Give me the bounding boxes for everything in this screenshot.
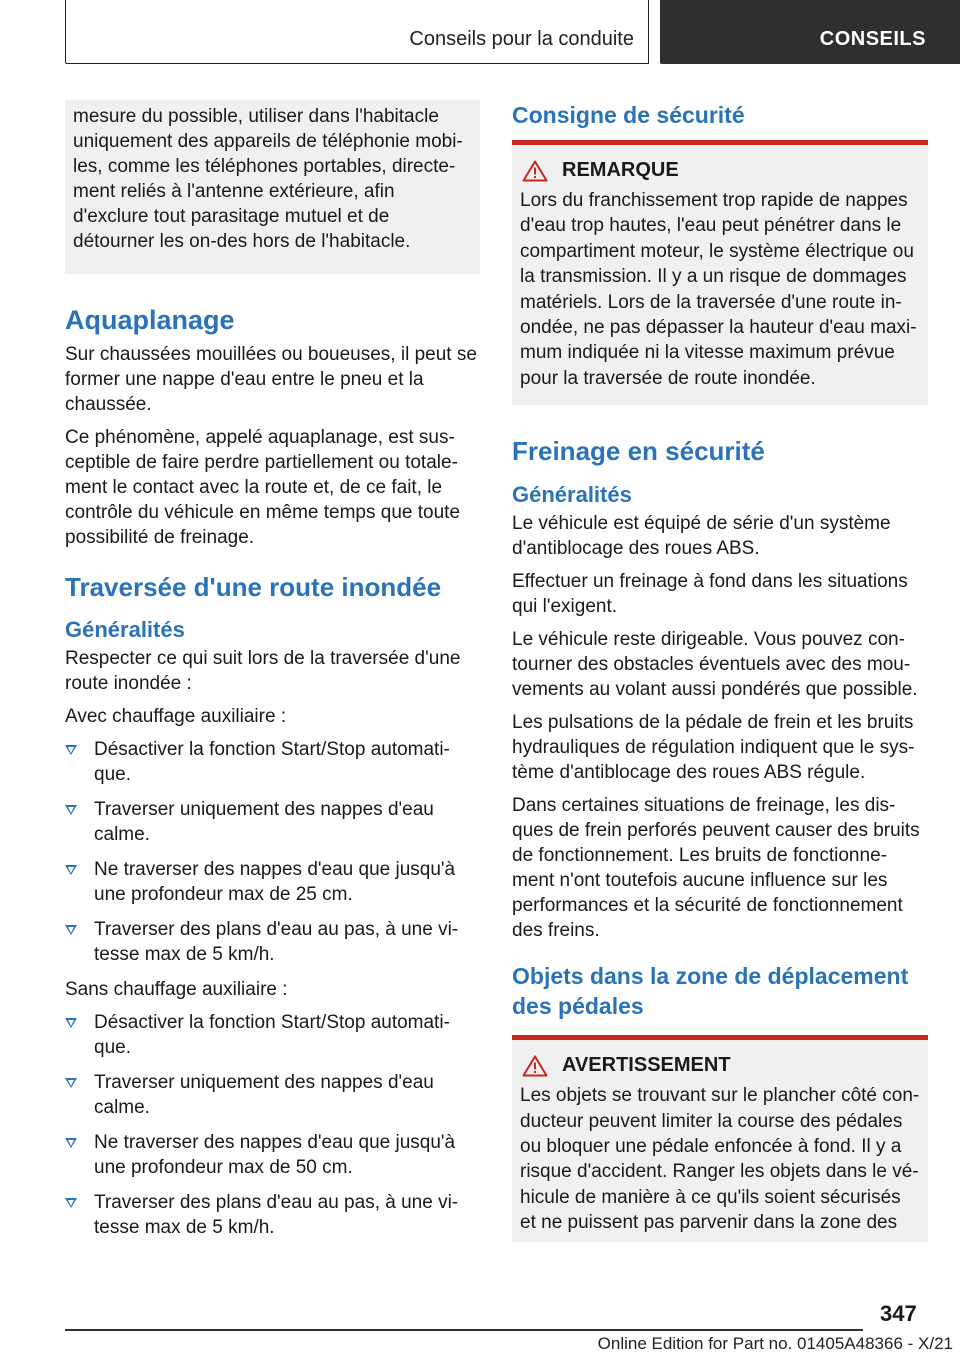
aquaplaning-paragraph-1: Sur chaussées mouillées ou boueuses, il peut se former une nappe d'eau entre le pneu et la chaussée. [65,344,477,415]
intro-note-box [65,100,480,274]
edition-note: Online Edition for Part no. 01405A48366 - X/21 [597,1334,953,1353]
braking-paragraph-5: Dans certaines situations de freinage, les dis‐ques de frein perforés peuvent causer des bruits de fonctionnement. Les bruits de fonctionne‐ment n'ont toutefois aucune influence sur les performances et la sécurité de fonctionnement des freins. [512,795,920,942]
triangle-bullet-icon [65,925,77,935]
flooded-road-heading: Traversée d'une route inondée [65,572,442,602]
safety-notice-heading: Consigne de sécurité [512,102,745,128]
flooded-paragraph: Respecter ce qui suit lors de la traversée d'une route inondée : [65,648,461,694]
remark-box [512,140,928,405]
safe-braking-heading: Freinage en sécurité [512,436,765,467]
list-item: Traverser uniquement des nappes d'eau calme. [65,797,480,847]
list-item: Traverser des plans d'eau au pas, à une vi‐tesse max de 5 km/h. [65,1190,480,1240]
warning-triangle-icon [522,160,548,182]
warning-triangle-icon [522,1055,548,1077]
warning-text: Les objets se trouvant sur le plancher côté con‐ducteur peuvent limiter la course des pédales ou bloquer une pédale enfoncée à fond. Il y a risque d'accident. Ranger les objets dans le vé‐hicule de manière à ce qu'ils soient sécurisés et ne puissent pas parvenir dans la zone des [520,1085,920,1234]
pedal-zone-heading: Objets dans la zone de déplacement des pédales [512,963,909,1020]
chapter-tab [660,0,960,64]
triangle-bullet-icon [65,805,77,815]
aquaplaning-heading: Aquaplanage [65,305,235,335]
warning-label: AVERTISSEMENT [562,1054,731,1077]
without-heater-list [65,1010,480,1240]
list-item: Traverser uniquement des nappes d'eau calme. [65,1070,480,1120]
remark-label: REMARQUE [562,159,679,181]
triangle-bullet-icon [65,865,77,875]
footer-divider [65,1329,863,1331]
triangle-bullet-icon [65,1198,77,1208]
braking-general-heading: Généralités [512,482,632,508]
triangle-bullet-icon [65,1138,77,1148]
braking-paragraph-3: Le véhicule reste dirigeable. Vous pouvez con‐tourner des obstacles éventuels avec des mou‐vements au volant aussi pondérés que possible. [512,629,918,701]
list-item: Désactiver la fonction Start/Stop automati‐que. [65,1010,480,1060]
triangle-bullet-icon [65,1078,77,1088]
braking-paragraph-1: Le véhicule est équipé de série d'un système d'antiblocage des roues ABS. [512,513,891,560]
list-item: Traverser des plans d'eau au pas, à une vi‐tesse max de 5 km/h. [65,917,480,967]
list-item: Désactiver la fonction Start/Stop automati‐que. [65,737,480,787]
triangle-bullet-icon [65,1018,77,1028]
intro-note-text: mesure du possible, utiliser dans l'habitacle uniquement des appareils de téléphonie mobi‐les, comme les téléphones portables, directe‐ment reliés à l'antenne extérieure, afin d'exclure tout parasitage mutuel et de détourner les on‐des hors de l'habitacle. [73,106,463,252]
with-heater-list [65,737,480,967]
left-column [65,100,480,1250]
remark-text: Lors du franchissement trop rapide de nappes d'eau trop hautes, l'eau peut pénétrer dans le compartiment moteur, le système électrique ou la transmission. Il y a un risque de dommages matériels. Lors de la traversée d'une route in‐ondée, ne pas dépasser la hauteur d'eau maxi‐mum indiquée ni la vitesse maximum prévue pour la traversée de route inondée. [520,190,917,389]
chapter-title: CONSEILS [819,28,926,50]
braking-paragraph-2: Effectuer un freinage à fond dans les situations qui l'exigent. [512,571,908,618]
with-heater-label: Avec chauffage auxiliaire : [65,706,287,727]
page-header [0,0,960,66]
section-title: Conseils pour la conduite [409,28,634,50]
right-column [512,100,928,1242]
triangle-bullet-icon [65,745,77,755]
list-item: Ne traverser des nappes d'eau que jusqu'à une profondeur max de 25 cm. [65,857,480,907]
page-number: 347 [880,1301,917,1326]
list-item: Ne traverser des nappes d'eau que jusqu'à une profondeur max de 50 cm. [65,1130,480,1180]
section-tab [65,0,649,64]
aquaplaning-paragraph-2: Ce phénomène, appelé aquaplanage, est sus‐ceptible de faire perdre partiellement ou totale‐ment le contact avec la route et, de ce fait, le contrôle du véhicule en même temps que toute possibilité de freinage. [65,427,461,548]
braking-paragraph-4: Les pulsations de la pédale de frein et les bruits hydrauliques de régulation indiquent que le sys‐tème d'antiblocage des roues ABS régule. [512,712,915,784]
flooded-general-heading: Généralités [65,617,185,642]
warning-box [512,1035,928,1241]
without-heater-label: Sans chauffage auxiliaire : [65,979,288,1000]
